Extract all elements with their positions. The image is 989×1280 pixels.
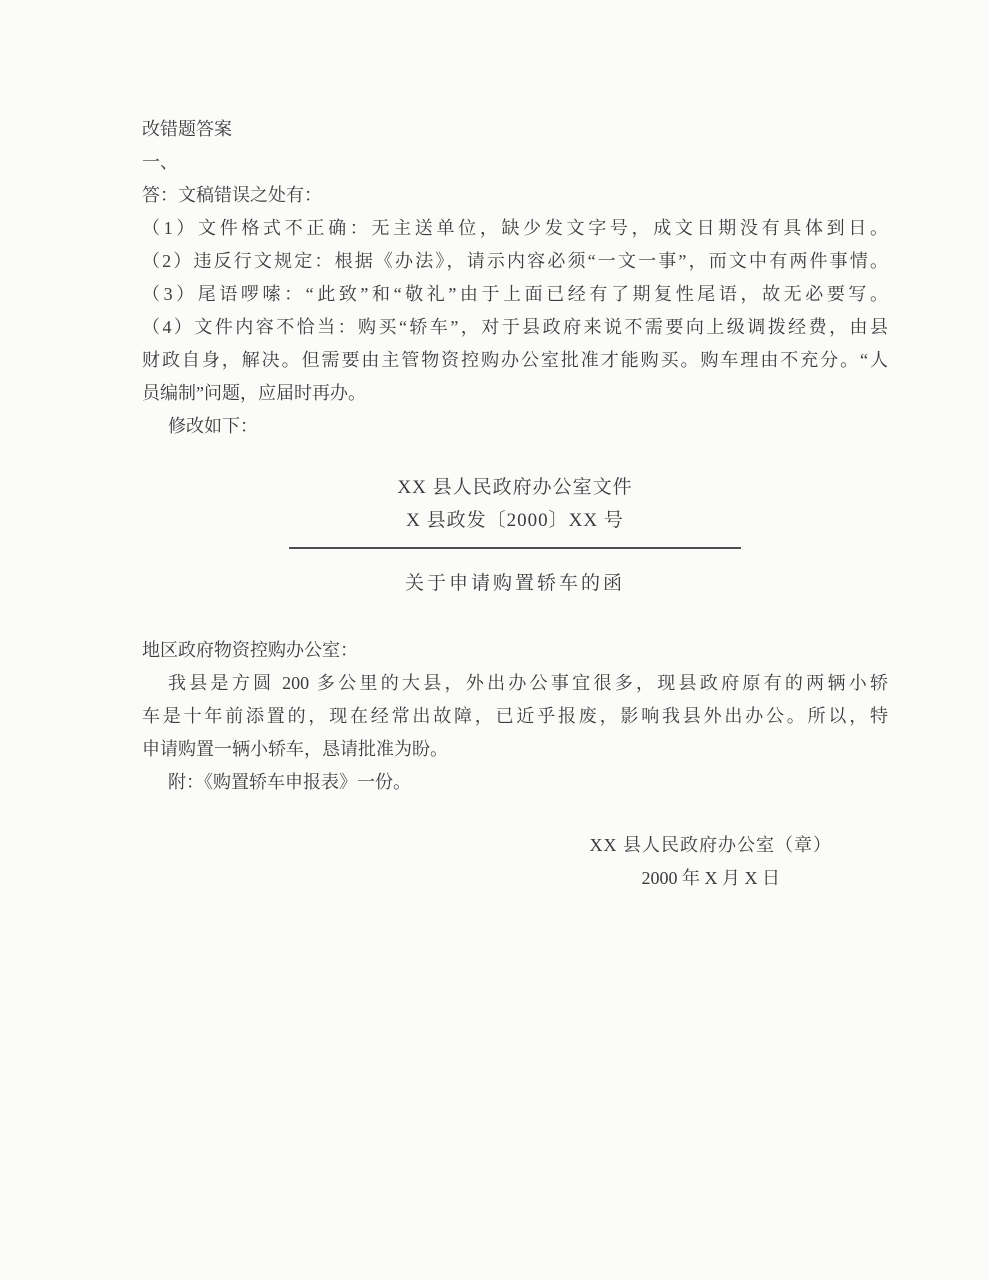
error-item-4	[142, 311, 888, 410]
error-item-2	[142, 245, 888, 278]
letter-signature: XX 县人民政府办公室（章）	[589, 835, 832, 855]
text-line: （4）文件内容不恰当：购买“轿车”，对于县政府来说不需要向上级调拨经费，由县	[142, 317, 888, 337]
answer-heading: 改错题答案	[142, 119, 232, 139]
text-line: 车是十年前添置的，现在经常出故障，已近乎报废，影响我县外出办公。所以，特	[142, 706, 888, 726]
text-line: （2）违反行文规定：根据《办法》，请示内容必须“一文一事”，而文中有两件事情。	[142, 251, 888, 271]
document-content	[142, 113, 888, 895]
letterhead-org-title: XX 县人民政府办公室文件	[397, 477, 633, 498]
error-item-3	[142, 278, 888, 311]
text-line: 员编制”问题，应届时再办。	[142, 383, 366, 403]
text-line: （1）文件格式不正确：无主送单位，缺少发文字号，成文日期没有具体到日。	[142, 218, 888, 238]
letter-recipient: 地区政府物资控购办公室：	[142, 640, 358, 660]
answer-intro: 答：文稿错误之处有：	[142, 185, 322, 205]
error-item-1	[142, 212, 888, 245]
text-line: 申请购置一辆小轿车，恳请批准为盼。	[142, 739, 448, 759]
document-number: X 县政发〔2000〕XX 号	[406, 510, 624, 531]
letterhead-divider	[289, 547, 741, 549]
signature-block	[590, 829, 833, 895]
letterhead	[142, 471, 888, 537]
text-line: （3）尾语啰嗦：“此致”和“敬礼”由于上面已经有了期复性尾语，故无必要写。	[142, 284, 888, 304]
letter-date: 2000 年 X 月 X 日	[641, 868, 780, 888]
letter-attachment: 附：《购置轿车申报表》一份。	[168, 772, 411, 792]
text-line: 财政自身，解决。但需要由主管物资控购办公室批准才能购买。购车理由不充分。“人	[142, 350, 888, 370]
letter-title: 关于申请购置轿车的函	[404, 573, 625, 594]
section-number: 一、	[142, 152, 178, 172]
text-line: 我县是方圆 200 多公里的大县，外出办公事宜很多，现县政府原有的两辆小轿	[168, 673, 888, 693]
letter-body	[142, 667, 888, 766]
revision-label: 修改如下：	[168, 416, 258, 436]
